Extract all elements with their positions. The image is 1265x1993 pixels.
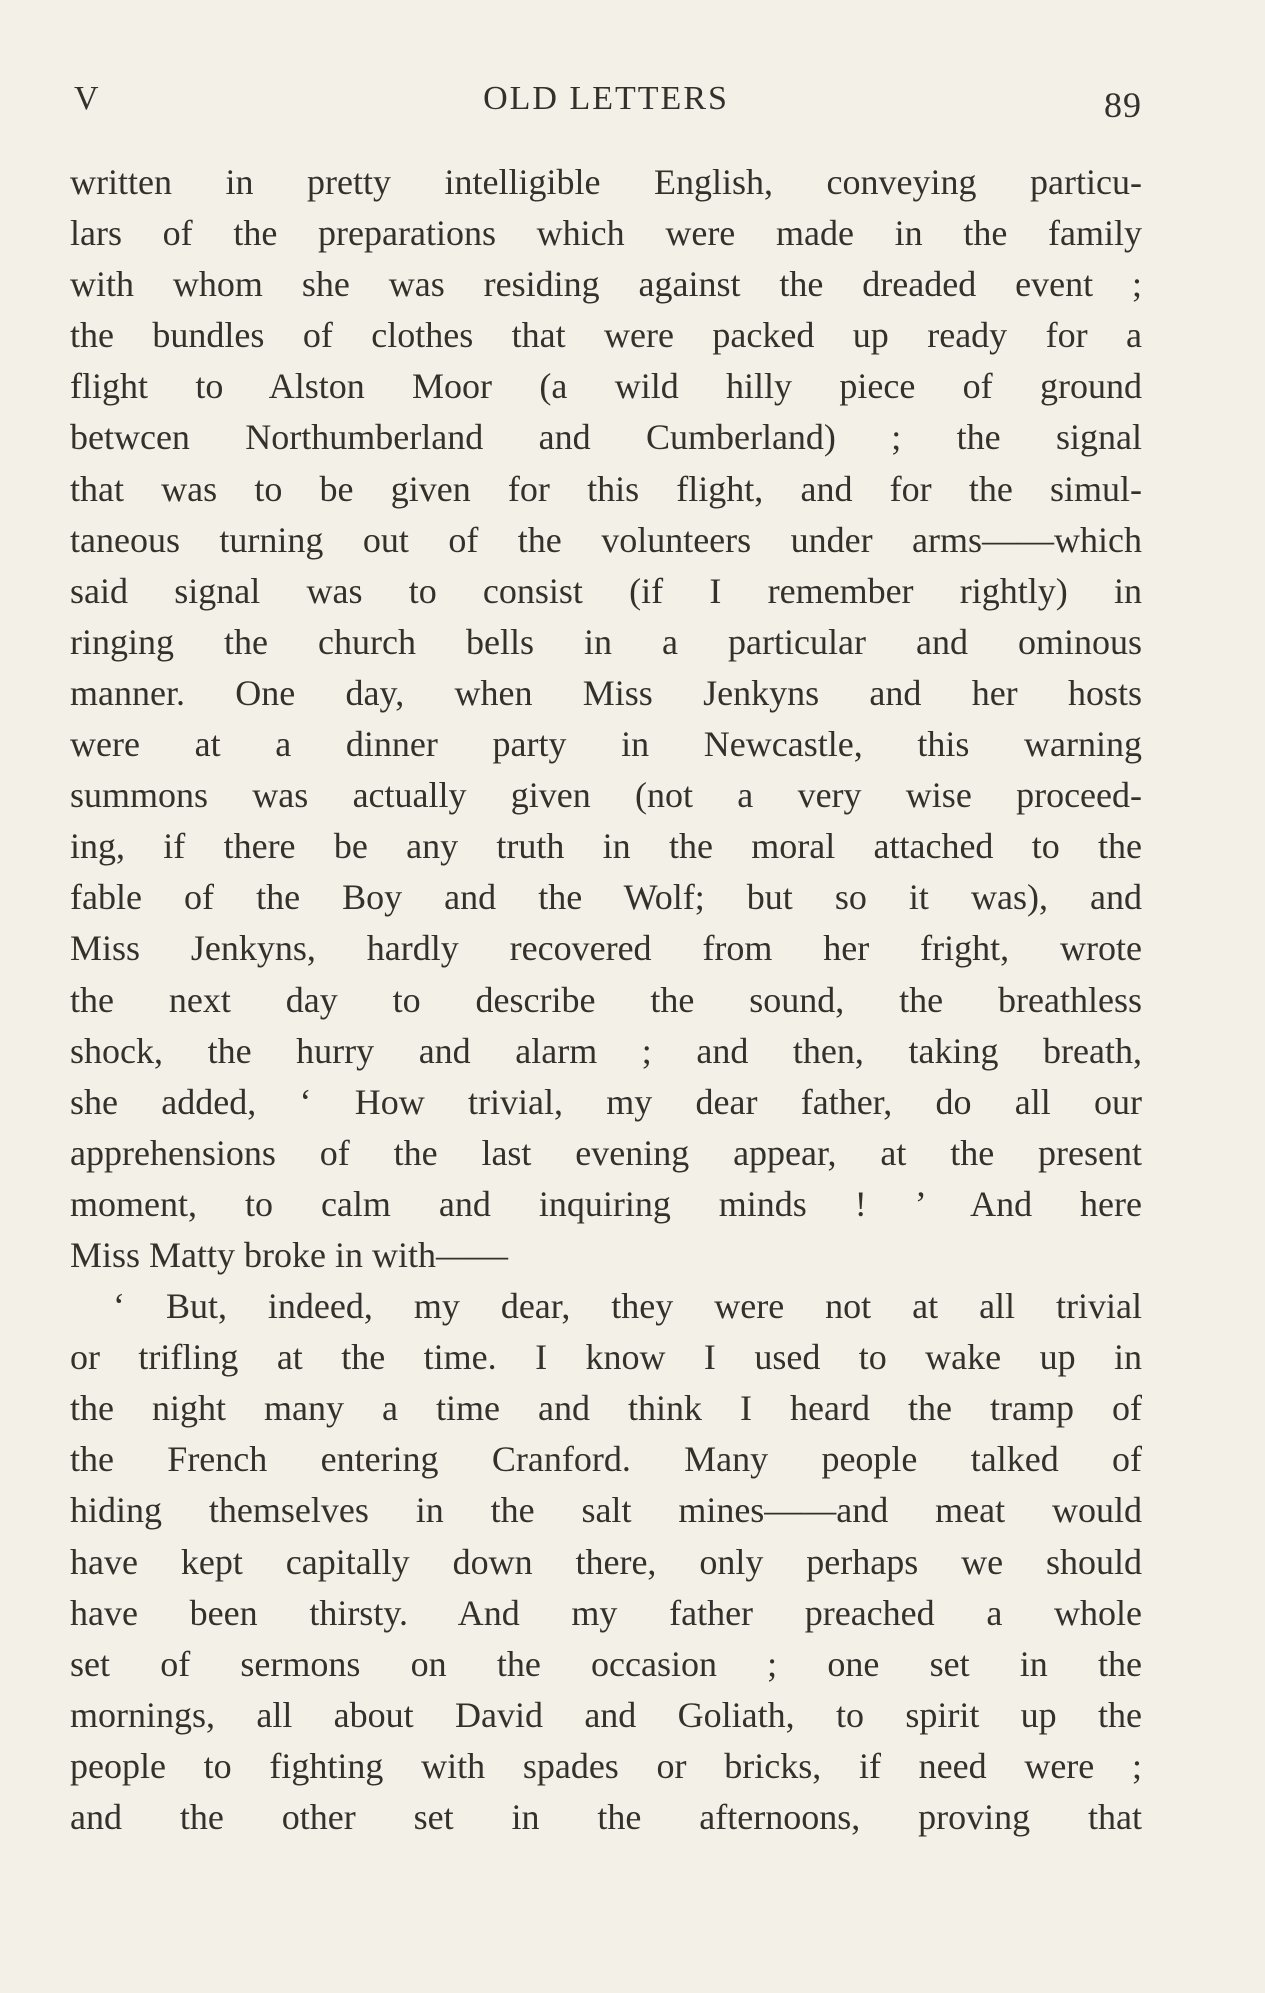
text-line: the next day to describe the sound, the breathless bbox=[70, 979, 1142, 1020]
chapter-title: OLD LETTERS bbox=[483, 80, 729, 117]
text-line: and the other set in the afternoons, proving that bbox=[70, 1797, 1142, 1837]
page-number: 89 bbox=[1104, 85, 1142, 125]
text-line: set of sermons on the occasion ; one set in the bbox=[70, 1643, 1142, 1684]
running-head bbox=[70, 80, 1142, 130]
text-line: people to fighting with spades or bricks, if need were ; bbox=[70, 1745, 1142, 1786]
text-line: have been thirsty. And my father preached a whole bbox=[70, 1592, 1142, 1633]
text-line: that was to be given for this flight, and for the simul- bbox=[70, 468, 1142, 509]
text-line: were at a dinner party in Newcastle, this warning bbox=[70, 724, 1142, 765]
paragraph-start-line: ‘ But, indeed, my dear, they were not at all trivial bbox=[113, 1286, 1142, 1327]
text-line: ringing the church bells in a particular and ominous bbox=[70, 621, 1142, 662]
text-line: manner. One day, when Miss Jenkyns and her hosts bbox=[70, 672, 1142, 713]
text-line: Miss Jenkyns, hardly recovered from her fright, wrote bbox=[70, 928, 1142, 969]
text-line: she added, ‘ How trivial, my dear father, do all our bbox=[70, 1081, 1142, 1122]
text-line: lars of the preparations which were made in the family bbox=[70, 213, 1142, 254]
text-line: shock, the hurry and alarm ; and then, taking breath, bbox=[70, 1030, 1142, 1071]
text-line: betwcen Northumberland and Cumberland) ; the signal bbox=[70, 417, 1142, 458]
paragraph-end-line: Miss Matty broke in with—— bbox=[70, 1234, 508, 1275]
text-line: summons was actually given (not a very wise proceed- bbox=[70, 775, 1142, 816]
text-line: written in pretty intelligible English, conveying particu- bbox=[70, 162, 1142, 202]
text-line: said signal was to consist (if I remember rightly) in bbox=[70, 570, 1142, 611]
text-line: the night many a time and think I heard the tramp of bbox=[70, 1388, 1142, 1429]
text-line: fable of the Boy and the Wolf; but so it was), and bbox=[70, 877, 1142, 918]
text-line: hiding themselves in the salt mines——and meat would bbox=[70, 1490, 1142, 1531]
text-line: the bundles of clothes that were packed up ready for a bbox=[70, 315, 1142, 356]
text-line: have kept capitally down there, only perhaps we should bbox=[70, 1541, 1142, 1582]
text-line: mornings, all about David and Goliath, to spirit up the bbox=[70, 1694, 1142, 1735]
text-line: flight to Alston Moor (a wild hilly piece of ground bbox=[70, 366, 1142, 407]
text-line: the French entering Cranford. Many people talked of bbox=[70, 1439, 1142, 1480]
text-line: moment, to calm and inquiring minds ! ’ And here bbox=[70, 1183, 1142, 1224]
text-line: apprehensions of the last evening appear, at the present bbox=[70, 1132, 1142, 1173]
text-line: with whom she was residing against the dreaded event ; bbox=[70, 264, 1142, 305]
chapter-number: V bbox=[74, 80, 100, 117]
text-line: ing, if there be any truth in the moral attached to the bbox=[70, 826, 1142, 867]
body-text bbox=[70, 157, 1142, 1843]
text-line: or trifling at the time. I know I used to wake up in bbox=[70, 1337, 1142, 1378]
text-line: taneous turning out of the volunteers under arms——which bbox=[70, 519, 1142, 560]
